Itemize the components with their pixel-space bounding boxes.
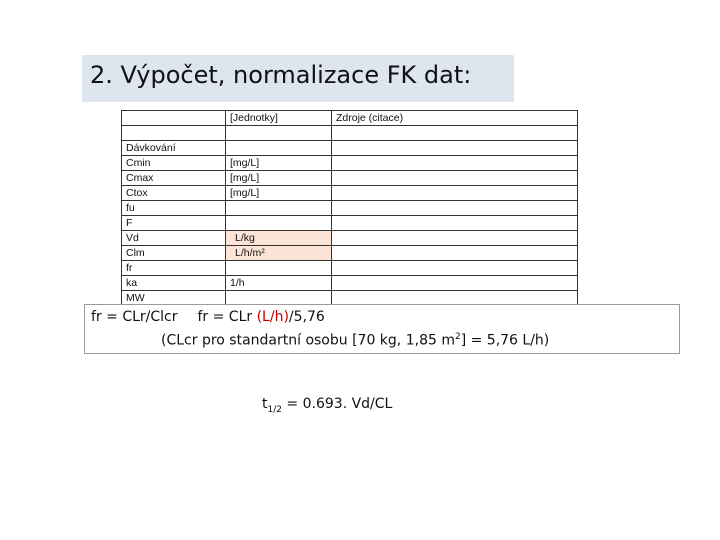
table-row [122,171,578,186]
table-row [122,156,578,171]
table-cell-unit: [mg/L] [226,186,332,201]
table-cell-param: MW [122,291,226,306]
table-cell-unit [226,216,332,231]
table-row [122,276,578,291]
table-row [122,141,578,156]
table-cell-param: Ctox [122,186,226,201]
half-life-sub: 1/2 [267,404,282,415]
table-cell-source [332,141,578,156]
table-header-cell [122,111,226,126]
table-row [122,216,578,231]
table-cell-unit: [mg/L] [226,156,332,171]
table-cell-unit: L/h/m² [226,246,332,261]
title-box [82,55,514,102]
formula-fr-ratio: fr = CLr/Clcr [91,309,178,325]
table-cell-param: fu [122,201,226,216]
table-cell-unit: 1/h [226,276,332,291]
table-cell-source [332,126,578,141]
table-cell-param: Cmin [122,156,226,171]
table-cell-param: Clm [122,246,226,261]
table-cell-source [332,246,578,261]
table-row [122,201,578,216]
formula-line-2 [161,332,549,349]
table-cell-source [332,171,578,186]
table-cell-source [332,156,578,171]
table-cell-param: Vd [122,231,226,246]
table-cell-source [332,276,578,291]
table-cell-param: ka [122,276,226,291]
clcr-note-sup: 2 [454,332,461,342]
table-row [122,231,578,246]
half-life-formula [262,396,392,415]
clcr-note-end: ] = 5,76 L/h) [460,332,550,349]
table-cell-source [332,201,578,216]
table-cell-unit: [mg/L] [226,171,332,186]
table-row [122,126,578,141]
table-header-row [122,111,578,126]
table-row [122,246,578,261]
table-cell-param [122,126,226,141]
table-cell-source [332,186,578,201]
table-cell-unit [226,261,332,276]
table-row [122,186,578,201]
formula-fr-normalized: fr = CLr [197,309,257,325]
table-row [122,261,578,276]
table-cell-param: Cmax [122,171,226,186]
formula-unit: (L/h) [256,309,289,325]
formula-divisor: /5,76 [288,309,325,325]
clcr-note: (CLcr pro standartní osobu [70 kg, 1,85 m [161,332,455,349]
table-header-cell: [Jednotky] [226,111,332,126]
table-header-cell: Zdroje (citace) [332,111,578,126]
table-cell-unit [226,141,332,156]
table-cell-source [332,231,578,246]
table-cell-unit: L/kg [226,231,332,246]
half-life-t: t [262,396,268,412]
formula-box [84,304,680,354]
table-cell-param: Dávkování [122,141,226,156]
fk-table [121,110,578,306]
table-cell-source [332,261,578,276]
table-cell-param: F [122,216,226,231]
table-cell-unit [226,201,332,216]
table-cell-source [332,216,578,231]
half-life-rest: = 0.693. Vd/CL [281,396,393,412]
page-title: 2. Výpočet, normalizace FK dat: [90,61,472,89]
formula-line-1 [91,309,325,325]
table-cell-unit [226,126,332,141]
table-cell-param: fr [122,261,226,276]
